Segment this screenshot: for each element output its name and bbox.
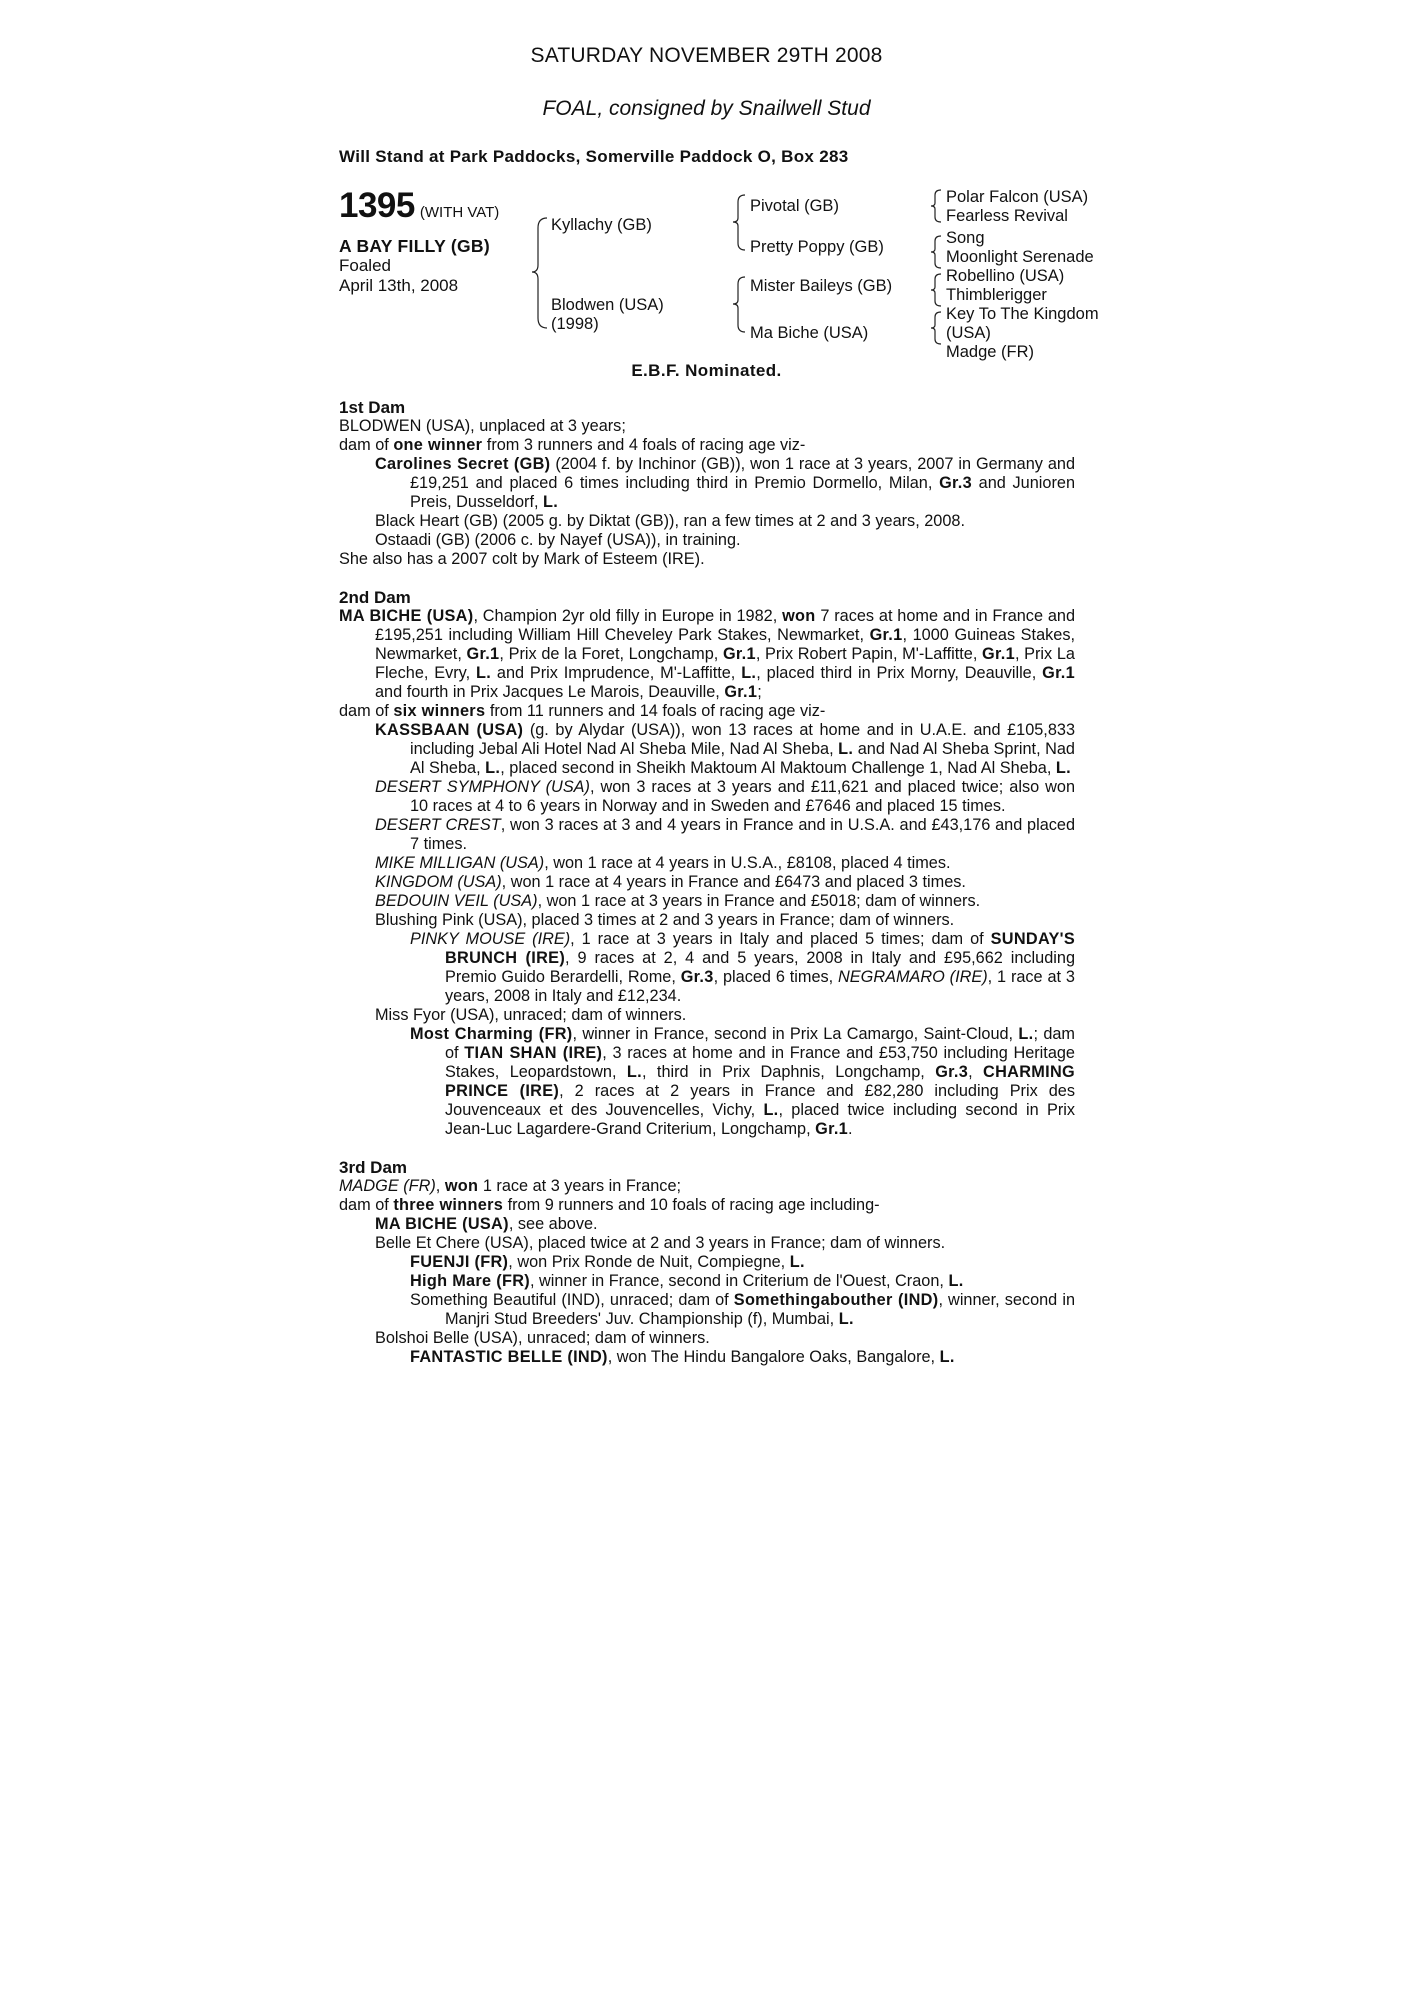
ma-biche-ref bbox=[339, 1215, 1075, 1234]
text-run: ; dam of bbox=[445, 1025, 1075, 1062]
listed-mark: L. bbox=[838, 1310, 854, 1328]
produce-record bbox=[339, 398, 1075, 1367]
horse-name: SUNDAY'S BRUNCH (IRE) bbox=[445, 930, 1075, 967]
text-bold: won bbox=[444, 1177, 479, 1195]
text-run: , Champion 2yr old filly in Europe in 1982, bbox=[473, 607, 783, 625]
pedigree-sire-sire: Pivotal (GB) bbox=[750, 197, 839, 215]
something-beautiful-record bbox=[339, 1291, 1075, 1329]
text-run: 7 races at home and in France and £195,251 including William Hill Cheveley Park Stakes, Newmarket, bbox=[375, 607, 1075, 644]
horse-name: DESERT CREST bbox=[375, 816, 501, 834]
text-run: , placed twice including second in Prix Jean-Luc Lagardere-Grand Criterium, Longchamp, bbox=[445, 1101, 1075, 1138]
lot-number: 1395 bbox=[339, 186, 415, 225]
text-bold: won bbox=[782, 607, 816, 625]
pedigree-gen3-3: Song bbox=[946, 229, 985, 247]
grade-mark: Gr.3 bbox=[935, 1063, 969, 1081]
text-run: , 1 race at 3 years, 2008 in Italy and £12,234. bbox=[445, 968, 1075, 1005]
text-run: , won 3 races at 3 and 4 years in France and in U.S.A. and £43,176 and placed 7 times. bbox=[410, 816, 1076, 853]
horse-name: CHARMING PRINCE (IRE) bbox=[445, 1063, 1075, 1100]
text-run: , placed second in Sheikh Maktoum Al Maktoum Challenge 1, Nad Al Sheba, bbox=[500, 759, 1056, 777]
text-run: and fourth in Prix Jacques Le Marois, Deauville, bbox=[375, 683, 725, 701]
text-run: (2004 f. by Inchinor (GB)), won 1 race at 3 years, 2007 in Germany and £19,251 and placed 6 times including third in Premio Dormello, Milan, bbox=[410, 455, 1076, 492]
ebf-nomination: E.B.F. Nominated. bbox=[631, 361, 782, 380]
listed-mark: L. bbox=[789, 1253, 805, 1271]
text-run: , 1000 Guineas Stakes, Newmarket, bbox=[375, 626, 1075, 663]
second-dam-produce bbox=[339, 702, 1075, 721]
bolshoi-belle-record: Bolshoi Belle (USA), unraced; dam of winners. bbox=[375, 1329, 710, 1347]
first-dam-also: She also has a 2007 colt by Mark of Esteem (IRE). bbox=[339, 550, 705, 568]
text-run: , won 3 races at 3 years and £11,621 and placed twice; also won 10 races at 4 to 6 years in Norway and in Sweden and £7646 and placed 15 times. bbox=[410, 778, 1076, 815]
horse-name: Most Charming (FR) bbox=[410, 1025, 573, 1043]
text-run: dam of bbox=[339, 436, 394, 454]
text-run: , Prix La Fleche, Evry, bbox=[375, 645, 1075, 682]
pedigree-gen3-1: Polar Falcon (USA) bbox=[946, 188, 1089, 206]
text-run: and Prix Imprudence, M'-Laffitte, bbox=[491, 664, 742, 682]
text-run: , won The Hindu Bangalore Oaks, Bangalore, bbox=[607, 1348, 940, 1366]
listed-mark: L. bbox=[543, 493, 559, 511]
high-mare-record bbox=[339, 1272, 1075, 1291]
pedigree-gen3-9: Madge (FR) bbox=[946, 343, 1035, 361]
pedigree-brackets bbox=[0, 0, 1413, 380]
winner-count: three winners bbox=[393, 1196, 504, 1214]
stand-location: Will Stand at Park Paddocks, Somerville Paddock O, Box 283 bbox=[339, 147, 849, 166]
horse-name: MA BICHE (USA) bbox=[375, 1215, 509, 1233]
foaled-date: April 13th, 2008 bbox=[339, 276, 459, 295]
horse-name: FANTASTIC BELLE (IND) bbox=[410, 1348, 608, 1366]
text-run: . bbox=[848, 1120, 853, 1138]
text-run: , winner, second in Manjri Stud Breeders' Juv. Championship (f), Mumbai, bbox=[445, 1291, 1076, 1328]
listed-mark: L. bbox=[485, 759, 501, 777]
pedigree-dam-sire: Mister Baileys (GB) bbox=[750, 277, 893, 295]
second-dam-record bbox=[339, 607, 1075, 702]
horse-name: Somethingabouther (IND) bbox=[733, 1291, 939, 1309]
mike-milligan-record bbox=[339, 854, 1075, 873]
horse-name: DESERT SYMPHONY (USA) bbox=[375, 778, 590, 796]
text-run: , third in Prix Daphnis, Longchamp, bbox=[642, 1063, 936, 1081]
grade-mark: Gr.1 bbox=[1042, 664, 1075, 682]
listed-mark: L. bbox=[1018, 1025, 1034, 1043]
bedouin-veil-record bbox=[339, 892, 1075, 911]
first-dam-produce bbox=[339, 436, 1075, 455]
fantastic-belle-record bbox=[339, 1348, 1075, 1367]
winner-count: six winners bbox=[393, 702, 486, 720]
horse-name: KASSBAAN (USA) bbox=[375, 721, 524, 739]
first-dam-intro: BLODWEN (USA), unplaced at 3 years; bbox=[339, 417, 626, 435]
listed-mark: L. bbox=[948, 1272, 964, 1290]
most-charming-record bbox=[339, 1025, 1075, 1139]
consignment-line: FOAL, consigned by Snailwell Stud bbox=[542, 97, 871, 120]
pedigree-dam-dam: Ma Biche (USA) bbox=[750, 324, 869, 342]
listed-mark: L. bbox=[838, 740, 854, 758]
text-run: , 2 races at 2 years in France and £82,280 including Prix des Jouvenceaux et des Jouvencelles, Vichy, bbox=[445, 1082, 1076, 1119]
horse-name: BEDOUIN VEIL (USA) bbox=[375, 892, 538, 910]
text-run: ; bbox=[757, 683, 762, 701]
text-run: from 11 runners and 14 foals of racing age viz- bbox=[485, 702, 826, 720]
horse-name: KINGDOM (USA) bbox=[375, 873, 502, 891]
vat-note: (WITH VAT) bbox=[419, 204, 500, 221]
text-run: (g. by Alydar (USA)), won 13 races at home and in U.A.E. and £105,833 including Jebal Ali Hotel Nad Al Sheba Mile, Nad Al Sheba, bbox=[410, 721, 1075, 758]
text-run: and Junioren Preis, Dusseldorf, bbox=[410, 474, 1075, 511]
pedigree-gen3-4: Moonlight Serenade bbox=[946, 248, 1094, 266]
text-run: , Prix de la Foret, Longchamp, bbox=[499, 645, 723, 663]
horse-name: High Mare (FR) bbox=[410, 1272, 530, 1290]
first-dam-foal-3: Ostaadi (GB) (2006 c. by Nayef (USA)), in training. bbox=[375, 531, 741, 549]
horse-name: FUENJI (FR) bbox=[410, 1253, 509, 1271]
third-dam-produce bbox=[339, 1196, 1075, 1215]
text-run: , see above. bbox=[508, 1215, 598, 1233]
desert-crest-record bbox=[339, 816, 1075, 854]
text-run: , bbox=[435, 1177, 445, 1195]
text-run: from 3 runners and 4 foals of racing age viz- bbox=[482, 436, 806, 454]
listed-mark: L. bbox=[1055, 759, 1071, 777]
pedigree-sire: Kyllachy (GB) bbox=[551, 216, 652, 234]
foaled-label: Foaled bbox=[339, 256, 391, 275]
text-run: , won Prix Ronde de Nuit, Compiegne, bbox=[508, 1253, 790, 1271]
horse-title: A BAY FILLY (GB) bbox=[339, 236, 490, 256]
text-run: , 3 races at home and in France and £53,750 including Heritage Stakes, Leopardstown, bbox=[445, 1044, 1075, 1081]
pedigree-gen3-2: Fearless Revival bbox=[946, 207, 1068, 225]
text-run: , placed 6 times, bbox=[713, 968, 839, 986]
text-run: dam of bbox=[339, 1196, 394, 1214]
first-dam-heading: 1st Dam bbox=[339, 398, 406, 417]
fuenji-record bbox=[339, 1253, 1075, 1272]
text-run: Something Beautiful (IND), unraced; dam of bbox=[410, 1291, 734, 1309]
kassbaan-record bbox=[339, 721, 1075, 778]
kingdom-record bbox=[339, 873, 1075, 892]
horse-name: Carolines Secret (GB) bbox=[375, 455, 551, 473]
miss-fyor-record: Miss Fyor (USA), unraced; dam of winners. bbox=[375, 1006, 687, 1024]
third-dam-record bbox=[339, 1177, 1075, 1196]
grade-mark: Gr.1 bbox=[815, 1120, 849, 1138]
text-run: , Prix Robert Papin, M'-Laffitte, bbox=[755, 645, 983, 663]
listed-mark: L. bbox=[939, 1348, 955, 1366]
grade-mark: Gr.1 bbox=[724, 683, 758, 701]
listed-mark: L. bbox=[741, 664, 757, 682]
pedigree-gen3-8: (USA) bbox=[946, 324, 991, 342]
second-dam-heading: 2nd Dam bbox=[339, 588, 411, 607]
pedigree-dam-year: (1998) bbox=[551, 315, 599, 333]
pedigree-sire-dam: Pretty Poppy (GB) bbox=[750, 238, 884, 256]
text-run: , 9 races at 2, 4 and 5 years, 2008 in Italy and £95,662 including Premio Guido Berardelli, Rome, bbox=[445, 949, 1075, 986]
first-dam-foal-1 bbox=[339, 455, 1075, 512]
listed-mark: L. bbox=[475, 664, 492, 682]
grade-mark: Gr.1 bbox=[869, 626, 903, 644]
text-run: , winner in France, second in Criterium de l'Ouest, Craon, bbox=[529, 1272, 949, 1290]
horse-name: MA BICHE (USA) bbox=[339, 607, 474, 625]
text-run: from 9 runners and 10 foals of racing age including- bbox=[503, 1196, 880, 1214]
belle-et-chere-record: Belle Et Chere (USA), placed twice at 2 and 3 years in France; dam of winners. bbox=[375, 1234, 946, 1252]
grade-mark: Gr.1 bbox=[722, 645, 756, 663]
text-run: , 1 race at 3 years in Italy and placed 5 times; dam of bbox=[570, 930, 991, 948]
desert-symphony-record bbox=[339, 778, 1075, 816]
blushing-pink-record: Blushing Pink (USA), placed 3 times at 2 and 3 years in France; dam of winners. bbox=[375, 911, 955, 929]
text-run: , winner in France, second in Prix La Camargo, Saint-Cloud, bbox=[572, 1025, 1019, 1043]
horse-name: NEGRAMARO (IRE) bbox=[838, 968, 988, 986]
text-run: 1 race at 3 years in France; bbox=[478, 1177, 682, 1195]
winner-count: one winner bbox=[393, 436, 483, 454]
text-run: , won 1 race at 4 years in France and £6473 and placed 3 times. bbox=[501, 873, 966, 891]
text-run: , placed third in Prix Morny, Deauville, bbox=[756, 664, 1043, 682]
sale-date: SATURDAY NOVEMBER 29TH 2008 bbox=[530, 44, 883, 67]
horse-name: PINKY MOUSE (IRE) bbox=[410, 930, 571, 948]
pedigree-gen3-7: Key To The Kingdom bbox=[946, 305, 1099, 323]
text-run: and Nad Al Sheba Sprint, Nad Al Sheba, bbox=[410, 740, 1075, 777]
text-run: dam of bbox=[339, 702, 394, 720]
listed-mark: L. bbox=[763, 1101, 779, 1119]
text-run: , bbox=[968, 1063, 984, 1081]
horse-name: MADGE (FR) bbox=[339, 1177, 436, 1195]
grade-mark: Gr.3 bbox=[680, 968, 714, 986]
pedigree-dam-name: Blodwen (USA) bbox=[551, 296, 664, 314]
horse-name: MIKE MILLIGAN (USA) bbox=[375, 854, 545, 872]
text-run: , won 1 race at 4 years in U.S.A., £8108, placed 4 times. bbox=[544, 854, 951, 872]
pedigree-gen3-5: Robellino (USA) bbox=[946, 267, 1065, 285]
grade-mark: Gr.1 bbox=[982, 645, 1015, 663]
third-dam-heading: 3rd Dam bbox=[339, 1158, 408, 1177]
grade-mark: Gr.3 bbox=[939, 474, 972, 492]
text-run: , won 1 race at 3 years in France and £5018; dam of winners. bbox=[537, 892, 981, 910]
horse-name: TIAN SHAN (IRE) bbox=[464, 1044, 603, 1062]
pedigree-gen3-6: Thimblerigger bbox=[946, 286, 1047, 304]
pedigree-dam bbox=[551, 296, 664, 334]
grade-mark: Gr.1 bbox=[466, 645, 500, 663]
first-dam-foal-2: Black Heart (GB) (2005 g. by Diktat (GB)), ran a few times at 2 and 3 years, 2008. bbox=[375, 512, 965, 530]
listed-mark: L. bbox=[626, 1063, 642, 1081]
pinky-mouse-record bbox=[339, 930, 1075, 1006]
